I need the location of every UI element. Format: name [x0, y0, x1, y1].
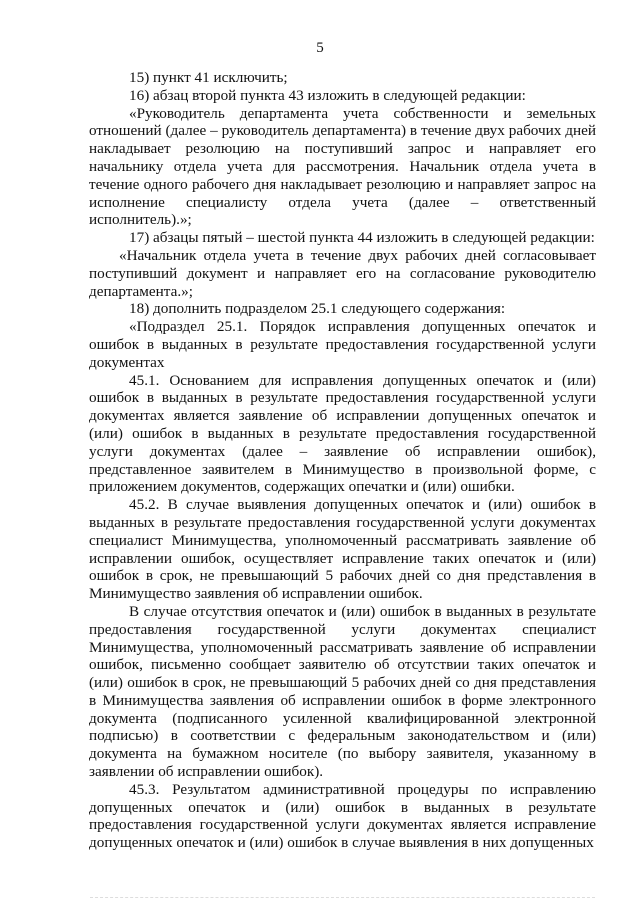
paragraph-45-3: 45.3. Результатом административной процедуры по исправлению допущенных опечаток и (или) ошибок в выданных в результате предоставления государственной услуги документах является исправление допущенных опечаток и (или) ошибок в случае выявления в них допущенных [89, 780, 596, 852]
paragraph-item-17: 17) абзацы пятый – шестой пункта 44 изложить в следующей редакции: [129, 229, 595, 247]
paragraph-quote-43: «Руководитель департамента учета собственности и земельных отношений (далее – руководитель департамента) в течение двух рабочих дней накладывает резолюцию на поступивший запрос и направляет его начальнику отдела учета для рассмотрения. Начальник отдела учета в течение одного рабочего дня накладывает резолюцию и направляет запрос на исполнение специалисту отдела учета (далее – ответственный исполнитель).»; [89, 104, 596, 229]
paragraph-item-18: 18) дополнить подразделом 25.1 следующего содержания: [129, 300, 506, 318]
paragraph-45-2: 45.2. В случае выявления допущенных опечаток и (или) ошибок в выданных в результате предоставления государственной услуги документах специалист Минимущества, уполномоченный рассматривать заявление об исправлении ошибок, осуществляет исправление таких опечаток и (или) ошибок в срок, не превышающий 5 рабочих дней со дня представления в Минимущество заявления об исправлении ошибок. [89, 496, 596, 603]
scan-artifact-line [90, 893, 595, 898]
page-number: 5 [316, 40, 324, 56]
paragraph-item-16: 16) абзац второй пункта 43 изложить в следующей редакции: [129, 86, 526, 104]
subsection-heading-25-1: «Подраздел 25.1. Порядок исправления допущенных опечаток и ошибок в выданных в результате предоставления государственной услуги документах [89, 318, 596, 371]
paragraph-quote-44: «Начальник отдела учета в течение двух рабочих дней согласовывает поступивший документ и направляет его на согласование руководителю департамента.»; [89, 246, 596, 300]
paragraph-no-errors: В случае отсутствия опечаток и (или) ошибок в выданных в результате предоставления государственной услуги документах специалист Минимущества, уполномоченный рассматривать заявление об исправлении ошибок, письменно сообщает заявителю об отсутствии таких опечаток и (или) ошибок в срок, не превышающий 5 рабочих дней со дня представления в Минимущества заявления об исправлении ошибок в форме электронного документа (подписанного усиленной квалифицированной электронной подписью) в соответствии с федеральным законодательством и (или) документа на бумажном носителе (по выбору заявителя, указанному в заявлении об исправлении ошибок). [89, 602, 596, 781]
paragraph-45-1: 45.1. Основанием для исправления допущенных опечаток и (или) ошибок в выданных в результате предоставления государственной услуги документах является заявление об исправлении допущенных опечаток и (или) ошибок в выданных в результате предоставления государственной услуги документах (далее – заявление об исправлении ошибок), представленное заявителем в Минимущество в произвольной форме, с приложением документов, содержащих опечатки и (или) ошибки. [89, 371, 596, 496]
document-body [89, 69, 596, 852]
paragraph-item-15: 15) пункт 41 исключить; [129, 69, 288, 86]
